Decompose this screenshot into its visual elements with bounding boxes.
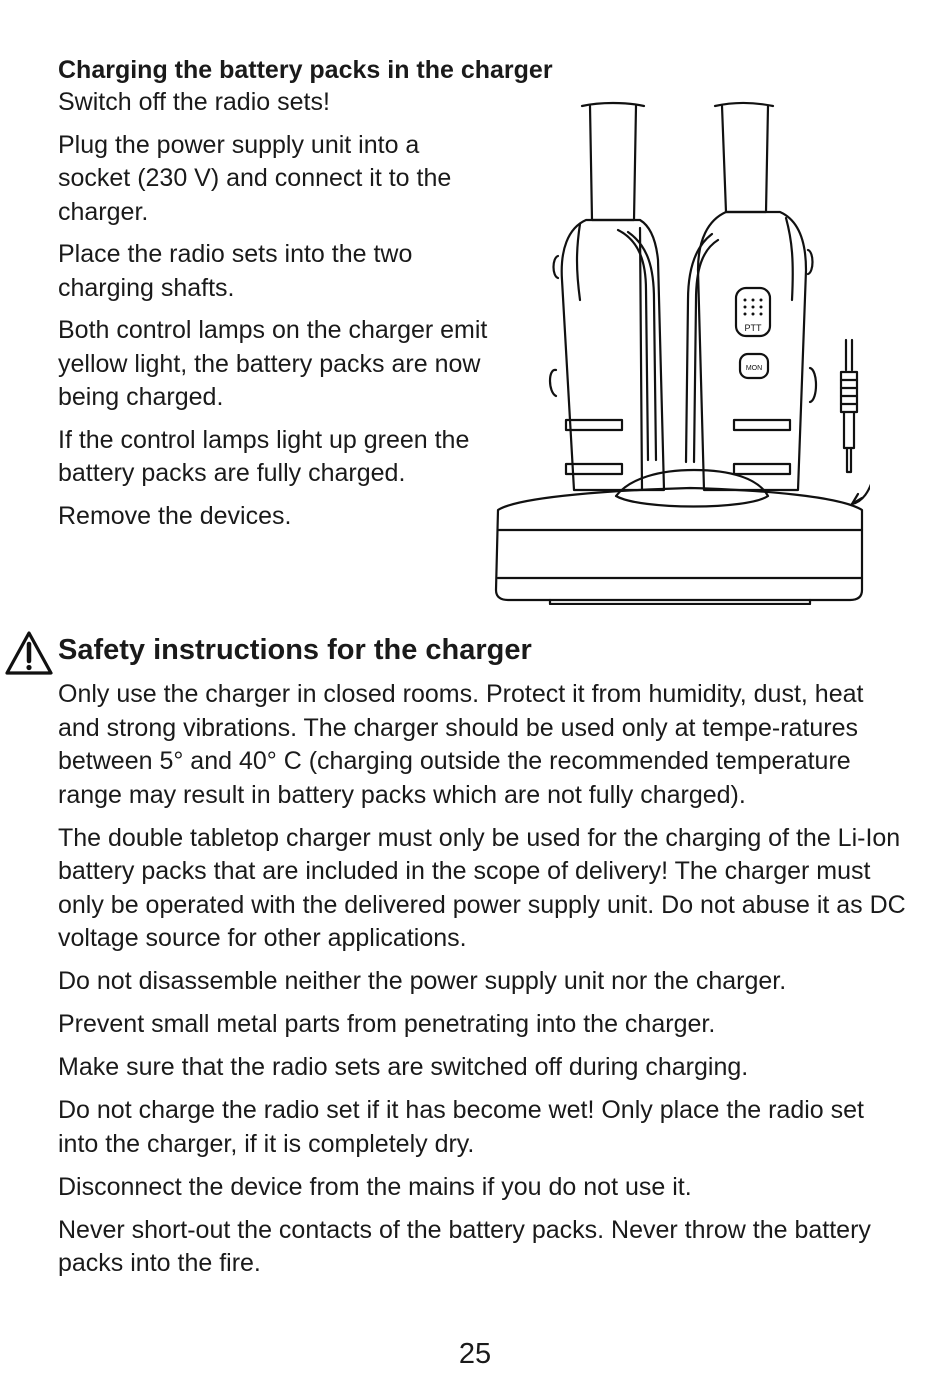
safety-paragraph: Disconnect the device from the mains if you do not use it.	[58, 1172, 692, 1201]
charging-paragraph: If the control lamps light up green the battery packs are fully charged.	[58, 425, 470, 487]
safety-section	[58, 678, 908, 1290]
safety-paragraph: The double tabletop charger must only be used for the charging of the Li-Ion battery packs that are included in the scope of delivery! The charger must only be operated with the delivered power supply unit. Do not abuse it as DC voltage source for other applications.	[58, 823, 906, 952]
safety-paragraph: Prevent small metal parts from penetrating into the charger.	[58, 1010, 716, 1038]
charging-paragraph: Remove the devices.	[58, 501, 292, 530]
charging-paragraph: Plug the power supply unit into a socket (230 V) and connect it to the charger.	[58, 130, 452, 226]
charging-paragraph: Both control lamps on the charger emit yellow light, the battery packs are now being charged.	[58, 316, 488, 411]
safety-paragraph: Make sure that the radio sets are switched off during charging.	[58, 1053, 749, 1081]
page-number: 25	[458, 1338, 492, 1370]
charging-heading: Charging the battery packs in the charger	[58, 56, 553, 84]
safety-paragraph: Do not charge the radio set if it has become wet! Only place the radio set into the charger, if it is completely dry.	[58, 1096, 864, 1158]
charging-paragraph: Switch off the radio sets!	[58, 88, 330, 116]
charger-illustration	[490, 100, 870, 605]
charging-paragraph: Place the radio sets into the two charging shafts.	[58, 240, 413, 302]
safety-heading: Safety instructions for the charger	[58, 634, 532, 666]
ptt-label: PTT	[744, 323, 762, 333]
warning-triangle-icon	[4, 630, 54, 676]
safety-paragraph: Never short-out the contacts of the battery packs. Never throw the battery packs into the fire.	[58, 1215, 871, 1277]
charging-section	[58, 55, 553, 542]
safety-paragraph: Do not disassemble neither the power supply unit nor the charger.	[58, 967, 787, 995]
mon-label: MON	[745, 365, 763, 372]
safety-paragraph: Only use the charger in closed rooms. Protect it from humidity, dust, heat and strong vibrations. The charger should be used only at tempe-ratures between 5° and 40° C (charging outside the recommended temperature range may result in battery packs which are not fully charged).	[58, 680, 864, 809]
